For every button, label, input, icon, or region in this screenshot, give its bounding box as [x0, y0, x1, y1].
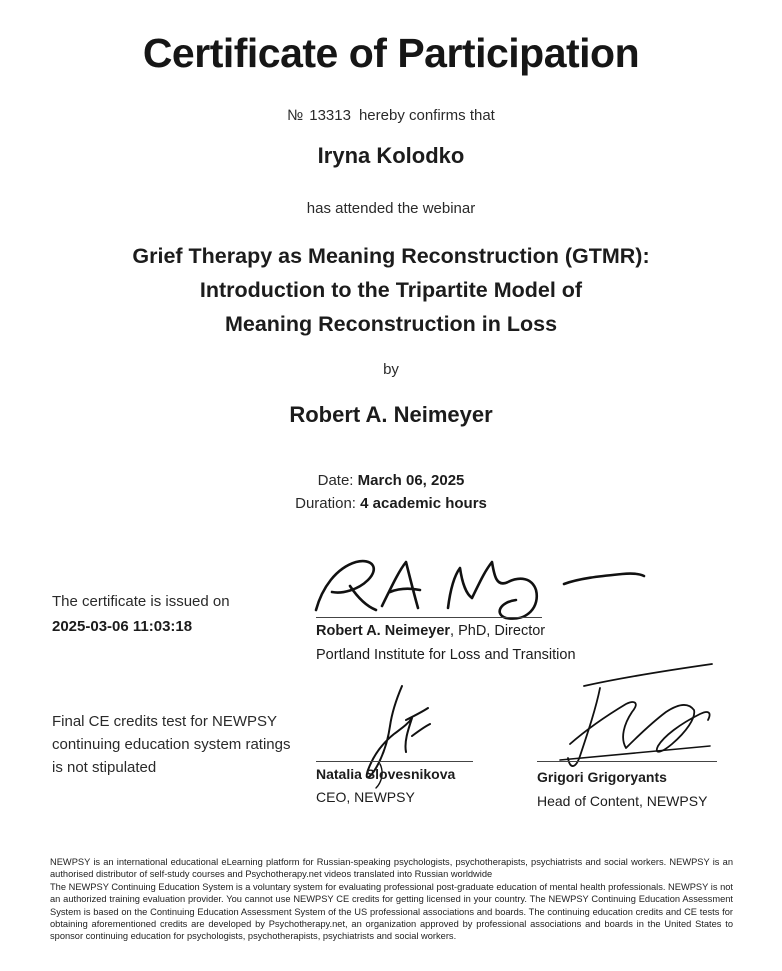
issued-datetime: 2025-03-06 11:03:18 [52, 618, 193, 635]
head-of-content-signature-line [537, 761, 717, 762]
issued-label: The certificate is issued on [52, 593, 230, 610]
date-label: Date: [317, 472, 354, 489]
webinar-title-line: Meaning Reconstruction in Loss [224, 312, 558, 336]
ceo-signature-line [316, 761, 473, 762]
duration-line [0, 495, 782, 512]
by-text: by [383, 361, 399, 378]
webinar-title [0, 239, 782, 341]
certificate-number: 13313 [309, 107, 351, 124]
webinar-title-line: Grief Therapy as Meaning Reconstruction (GTMR): [132, 244, 650, 268]
number-symbol: № [287, 107, 304, 124]
ce-note-line: is not stipulated [52, 759, 157, 776]
ce-note-line: continuing education system ratings [52, 736, 291, 753]
duration-value: 4 academic hours [360, 495, 487, 512]
director-name-line [316, 623, 545, 639]
director-name: Robert A. Neimeyer [316, 623, 451, 639]
ceo-name: Natalia Slovesnikova [316, 766, 456, 782]
head-of-content-name: Grigori Grigoryants [537, 769, 667, 785]
footer-paragraph: NEWPSY is an international educational eLearning platform for Russian-speaking psychologists, psychotherapists, psychiatrists and social workers. NEWPSY is an authorised distributor of self-study courses and Psychotherapy.net videos translated into Russian worldwide [50, 857, 733, 880]
ceo-role: CEO, NEWPSY [316, 789, 415, 805]
head-of-content-signature [540, 658, 730, 778]
recipient-name: Iryna Kolodko [317, 143, 465, 168]
attended-text: has attended the webinar [306, 200, 476, 217]
footer-disclaimer [50, 856, 733, 943]
director-organization: Portland Institute for Loss and Transition [316, 647, 576, 663]
date-value: March 06, 2025 [357, 472, 465, 489]
ce-note-line: Final CE credits test for NEWPSY [52, 713, 278, 730]
director-signature-line [316, 617, 542, 618]
director-signature [310, 548, 650, 628]
webinar-title-line: Introduction to the Tripartite Model of [199, 278, 583, 302]
ce-credits-note [52, 710, 290, 779]
date-line [0, 472, 782, 489]
certificate-number-line [0, 107, 782, 124]
certificate-title: Certificate of Participation [142, 30, 640, 76]
head-of-content-role: Head of Content, NEWPSY [537, 793, 708, 809]
duration-label: Duration: [295, 495, 356, 512]
footer-paragraph: The NEWPSY Continuing Education System is a voluntary system for evaluating professional post-graduate education of mental health professionals. NEWPSY is not an authorized training evaluation provider. You cannot use NEWPSY CE credits for getting licensed in your country. The NEWPSY Continuing Education Assessment System is based on the Continuing Education Assessment System of the US professional associations and boards. The continuing education credits and CE tests for obtaining aforementioned credits are developed by Psychotherapy.net, an organization approved by professional associations and boards in the United States to sponsor continuing education for psychologists, psychotherapists, psychiatrists and social workers. [50, 881, 733, 942]
director-credentials: , PhD, Director [450, 623, 546, 639]
confirm-text: hereby confirms that [358, 107, 495, 124]
author-name: Robert A. Neimeyer [289, 402, 493, 427]
